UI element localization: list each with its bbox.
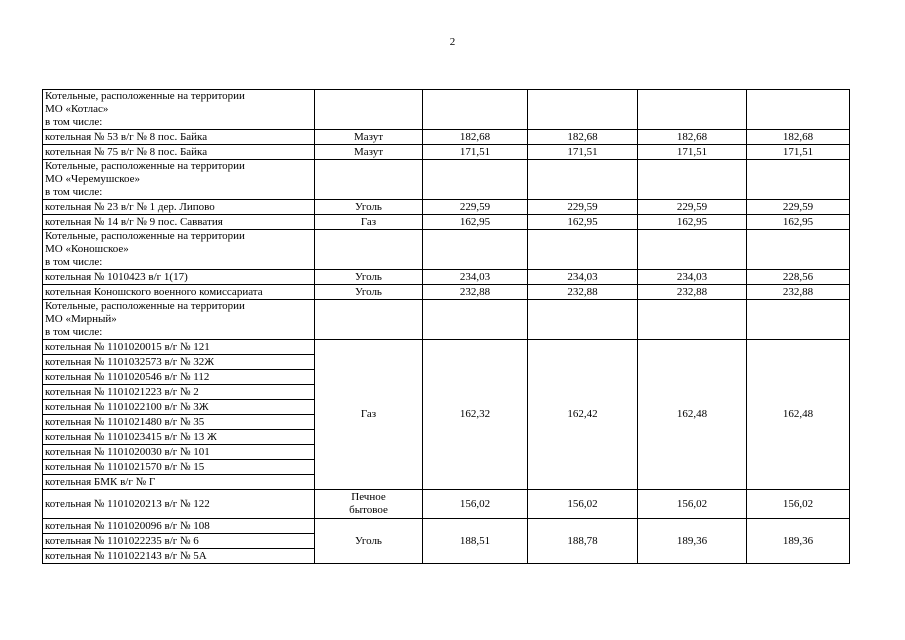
boiler-name: котельная № 53 в/г № 8 пос. Байка xyxy=(43,130,315,145)
value-cell: 162,95 xyxy=(638,215,747,230)
value-cell: 171,51 xyxy=(638,145,747,160)
value-cell: 162,95 xyxy=(423,215,528,230)
value-cell: 162,95 xyxy=(747,215,850,230)
table-row xyxy=(43,270,850,285)
value-cell: 162,95 xyxy=(528,215,638,230)
group-heading-line: Котельные, расположенные на территории xyxy=(45,230,245,242)
table-row xyxy=(43,285,850,300)
value-cell: 189,36 xyxy=(747,519,850,564)
fuel-type: Уголь xyxy=(315,270,423,285)
value-cell: 234,03 xyxy=(638,270,747,285)
boiler-name: котельная № 1101022100 в/г № 3Ж xyxy=(43,400,315,415)
table-row xyxy=(43,215,850,230)
group-heading-line: МО «Мирный» xyxy=(45,313,117,325)
group-heading xyxy=(43,300,315,340)
boiler-name: котельная № 1101022143 в/г № 5А xyxy=(43,549,315,564)
fuel-type: Мазут xyxy=(315,130,423,145)
boiler-name: котельная № 1101020015 в/г № 121 xyxy=(43,340,315,355)
table-row xyxy=(43,145,850,160)
value-cell: 162,48 xyxy=(747,340,850,490)
group-heading-row xyxy=(43,90,850,130)
boiler-name: котельная № 1101020096 в/г № 108 xyxy=(43,519,315,534)
group-heading-row xyxy=(43,300,850,340)
value-cell: 232,88 xyxy=(423,285,528,300)
group-heading-line: в том числе: xyxy=(45,186,103,198)
value-cell: 188,51 xyxy=(423,519,528,564)
value-cell: 234,03 xyxy=(528,270,638,285)
boiler-name: котельная № 1101022235 в/г № 6 xyxy=(43,534,315,549)
fuel-type-line: бытовое xyxy=(349,504,388,516)
value-cell: 156,02 xyxy=(528,490,638,519)
table-row xyxy=(43,130,850,145)
group-heading-line: Котельные, расположенные на территории xyxy=(45,300,245,312)
value-cell: 234,03 xyxy=(423,270,528,285)
group-heading-row xyxy=(43,160,850,200)
group-heading xyxy=(43,230,315,270)
boiler-name: котельная № 1101020546 в/г № 112 xyxy=(43,370,315,385)
group-heading-line: МО «Черемушское» xyxy=(45,173,141,185)
fuel-type: Уголь xyxy=(315,285,423,300)
value-cell: 232,88 xyxy=(528,285,638,300)
value-cell: 182,68 xyxy=(638,130,747,145)
table-row xyxy=(43,340,850,355)
value-cell: 229,59 xyxy=(528,200,638,215)
value-cell: 156,02 xyxy=(638,490,747,519)
group-heading-line: МО «Котлас» xyxy=(45,103,109,115)
value-cell: 182,68 xyxy=(747,130,850,145)
value-cell: 162,42 xyxy=(528,340,638,490)
group-heading-line: Котельные, расположенные на территории xyxy=(45,160,245,172)
table-row xyxy=(43,200,850,215)
boiler-name: котельная № 1101021480 в/г № 35 xyxy=(43,415,315,430)
fuel-type: Газ xyxy=(315,340,423,490)
fuel-type: Уголь xyxy=(315,200,423,215)
value-cell: 228,56 xyxy=(747,270,850,285)
boiler-name: котельная № 23 в/г № 1 дер. Липово xyxy=(43,200,315,215)
table-row xyxy=(43,490,850,519)
value-cell: 156,02 xyxy=(747,490,850,519)
group-heading-row xyxy=(43,230,850,270)
value-cell: 171,51 xyxy=(423,145,528,160)
fuel-type-line: Печное xyxy=(351,491,386,503)
group-heading xyxy=(43,90,315,130)
value-cell: 189,36 xyxy=(638,519,747,564)
group-heading-line: МО «Коношское» xyxy=(45,243,129,255)
group-heading-line: в том числе: xyxy=(45,256,103,268)
boiler-name: котельная № 1010423 в/г 1(17) xyxy=(43,270,315,285)
fuel-type xyxy=(315,490,423,519)
value-cell: 162,32 xyxy=(423,340,528,490)
value-cell: 162,48 xyxy=(638,340,747,490)
boiler-name: котельная № 1101020213 в/г № 122 xyxy=(43,490,315,519)
value-cell: 232,88 xyxy=(747,285,850,300)
boiler-name: котельная № 14 в/г № 9 пос. Савватия xyxy=(43,215,315,230)
boiler-name: котельная БМК в/г № Г xyxy=(43,475,315,490)
fuel-type: Мазут xyxy=(315,145,423,160)
value-cell: 229,59 xyxy=(638,200,747,215)
value-cell: 229,59 xyxy=(423,200,528,215)
group-heading-line: Котельные, расположенные на территории xyxy=(45,90,245,102)
table-row xyxy=(43,519,850,534)
value-cell: 188,78 xyxy=(528,519,638,564)
boiler-name: котельная Коношского военного комиссариата xyxy=(43,285,315,300)
page-number: 2 xyxy=(449,36,456,48)
value-cell: 156,02 xyxy=(423,490,528,519)
group-heading-line: в том числе: xyxy=(45,326,103,338)
boiler-name: котельная № 1101023415 в/г № 13 Ж xyxy=(43,430,315,445)
boiler-name: котельная № 1101021570 в/г № 15 xyxy=(43,460,315,475)
boiler-name: котельная № 1101021223 в/г № 2 xyxy=(43,385,315,400)
boiler-name: котельная № 1101020030 в/г № 101 xyxy=(43,445,315,460)
group-heading xyxy=(43,160,315,200)
value-cell: 171,51 xyxy=(528,145,638,160)
fuel-type: Газ xyxy=(315,215,423,230)
value-cell: 229,59 xyxy=(747,200,850,215)
value-cell: 232,88 xyxy=(638,285,747,300)
value-cell: 182,68 xyxy=(423,130,528,145)
value-cell: 182,68 xyxy=(528,130,638,145)
group-heading-line: в том числе: xyxy=(45,116,103,128)
tariff-table xyxy=(42,89,850,564)
boiler-name: котельная № 1101032573 в/г № 32Ж xyxy=(43,355,315,370)
fuel-type: Уголь xyxy=(315,519,423,564)
boiler-name: котельная № 75 в/г № 8 пос. Байка xyxy=(43,145,315,160)
value-cell: 171,51 xyxy=(747,145,850,160)
